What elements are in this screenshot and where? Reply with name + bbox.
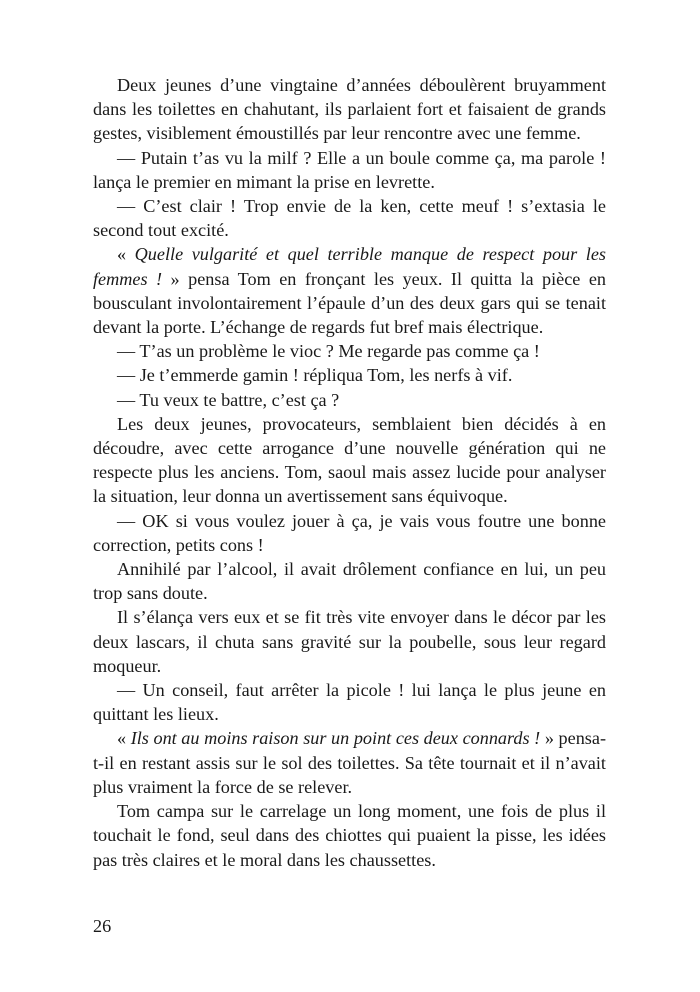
inner-thought: Ils ont au moins raison sur un point ces deux connards ! [130, 728, 541, 749]
paragraph: — OK si vous voulez jouer à ça, je vais vous foutre une bonne correction, petits cons ! [93, 510, 606, 555]
inner-thought: Quelle vulgarité et quel terrible manque de respect pour les femmes ! [93, 244, 606, 289]
paragraph: — Putain t’as vu la milf ? Elle a un boule comme ça, ma parole ! lança le premier en mimant la prise en levrette. [93, 147, 606, 192]
paragraph: — Je t’emmerde gamin ! répliqua Tom, les nerfs à vif. [117, 365, 513, 386]
paragraph-rest: » pensa Tom en fronçant les yeux. Il quitta la pièce en bousculant involontairement l’épaule d’un des deux gars qui se tenait devant la porte. L’échange de regards fut bref mais électrique. [93, 268, 606, 338]
page-body-text [93, 73, 606, 872]
paragraph: Les deux jeunes, provocateurs, semblaient bien décidés à en découdre, avec cette arrogance d’une nouvelle génération qui ne respecte plus les anciens. Tom, saoul mais assez lucide pour analyser la situation, leur donna un avertissement sans équivoque. [93, 413, 606, 507]
paragraph: Il s’élança vers eux et se fit très vite envoyer dans le décor par les deux lascars, il chuta sans gravité sur la poubelle, sous leur regard moqueur. [93, 607, 606, 676]
paragraph: — C’est clair ! Trop envie de la ken, cette meuf ! s’extasia le second tout excité. [93, 196, 606, 241]
paragraph-rest: » pensa-t-il en restant assis sur le sol des toilettes. Sa tête tournait et il n’avait plus vraiment la force de se relever. [93, 728, 606, 797]
paragraph: — Un conseil, faut arrêter la picole ! lui lança le plus jeune en quittant les lieux. [93, 680, 606, 725]
paragraph [93, 726, 606, 799]
quote-open: « [117, 244, 135, 265]
page-number: 26 [93, 916, 112, 936]
paragraph: — Tu veux te battre, c’est ça ? [117, 389, 340, 410]
paragraph: — T’as un problème le vioc ? Me regarde pas comme ça ! [117, 341, 540, 362]
paragraph: Annihilé par l’alcool, il avait drôlement confiance en lui, un peu trop sans doute. [93, 559, 606, 604]
paragraph: Tom campa sur le carrelage un long moment, une fois de plus il touchait le fond, seul dans des chiottes qui puaient la pisse, les idées pas très claires et le moral dans les chaussettes. [93, 801, 606, 870]
paragraph: Deux jeunes d’une vingtaine d’années déboulèrent bruyamment dans les toilettes en chahutant, ils parlaient fort et faisaient de grands gestes, visiblement émoustillés par leur rencontre avec une femme. [93, 75, 606, 144]
paragraph [93, 242, 606, 339]
quote-open: « [117, 728, 131, 749]
